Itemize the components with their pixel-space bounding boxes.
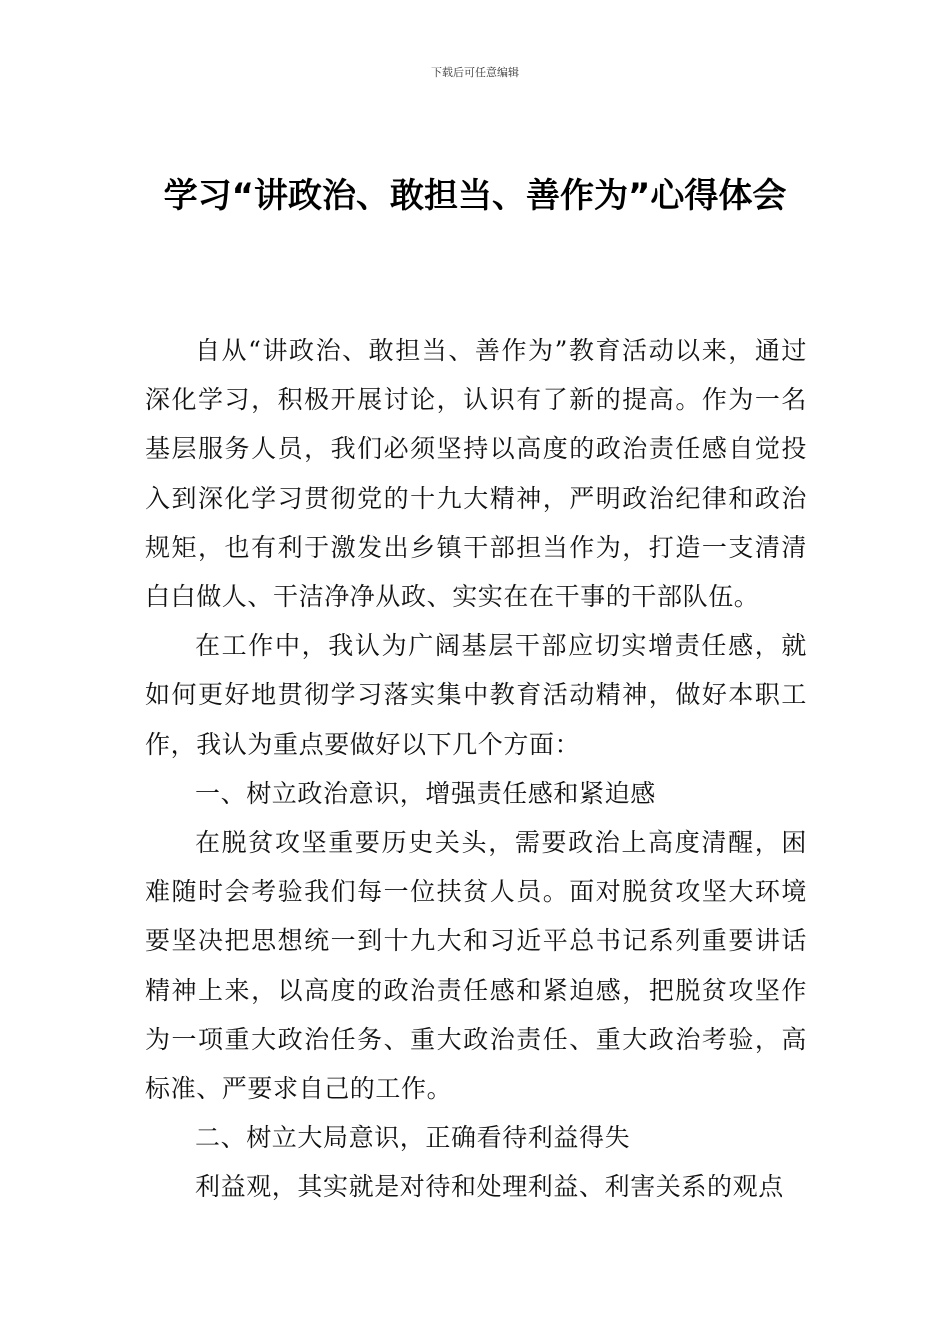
header-note: 下载后可任意编辑: [431, 66, 519, 79]
paragraph-work: 在工作中，我认为广阔基层干部应切实增责任感，就如何更好地贯彻学习落实集中教育活动精神，做好本职工作，我认为重点要做好以下几个方面：: [145, 631, 807, 759]
paragraph-intro: 自从“讲政治、敢担当、善作为”教育活动以来，通过深化学习，积极开展讨论，认识有了新的提高。作为一名基层服务人员，我们必须坚持以高度的政治责任感自觉投入到深化学习贯彻党的十九大精神，严明政治纪律和政治规矩，也有利于激发出乡镇干部担当作为，打造一支清清白白做人、干洁净净从政、实实在在干事的干部队伍。: [145, 336, 807, 612]
section-heading-2: 二、树立大局意识，正确看待利益得失: [195, 1123, 631, 1153]
section-heading-1: 一、树立政治意识，增强责任感和紧迫感: [195, 778, 656, 808]
document-title: 学习“讲政治、敢担当、善作为”心得体会: [163, 176, 787, 216]
document-body: [145, 326, 807, 1212]
paragraph-section-1: 在脱贫攻坚重要历史关头，需要政治上高度清醒，困难随时会考验我们每一位扶贫人员。面对脱贫攻坚大环境要坚决把思想统一到十九大和习近平总书记系列重要讲话精神上来，以高度的政治责任感和紧迫感，把脱贫攻坚作为一项重大政治任务、重大政治责任、重大政治考验，高标准、严要求自己的工作。: [145, 828, 807, 1104]
paragraph-section-2: 利益观，其实就是对待和处理利益、利害关系的观点: [195, 1172, 784, 1202]
